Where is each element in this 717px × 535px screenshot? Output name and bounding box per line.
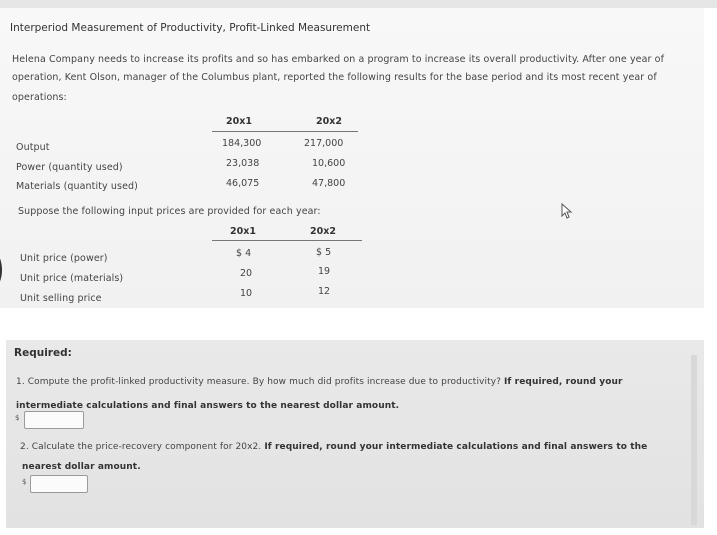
q2-text-main: 2. Calculate the price-recovery component for 20x2. — [20, 442, 262, 452]
table2-cell: $ 5 — [316, 247, 332, 258]
table1-cell: 217,000 — [304, 138, 344, 149]
table1-cell: 46,075 — [226, 178, 260, 189]
q1-answer-input[interactable] — [24, 411, 84, 429]
intro-line-3: operations: — [12, 92, 67, 103]
q2-text-bold-line-2: nearest dollar amount. — [22, 462, 141, 472]
required-heading: Required: — [14, 347, 72, 359]
table1-header-rule — [212, 131, 358, 132]
table2-cell: 20 — [240, 268, 253, 279]
table2-cell: $ 4 — [236, 248, 252, 259]
table1-cell: 23,038 — [226, 158, 260, 169]
required-panel — [6, 340, 704, 528]
table2-row-label: Unit price (materials) — [20, 273, 124, 284]
table1-cell: 184,300 — [222, 138, 262, 149]
table1-header-20x2: 20x2 — [316, 116, 342, 127]
q1-text-bold: If required, round your — [503, 377, 623, 387]
table1-row-label: Power (quantity used) — [16, 162, 123, 173]
q1-text — [16, 377, 623, 387]
prices-intro: Suppose the following input prices are provided for each year: — [18, 206, 321, 217]
table2-cell: 12 — [318, 286, 331, 297]
q2-text-bold: If required, round your intermediate calculations and final answers to the — [264, 442, 648, 452]
problem-title: Interperiod Measurement of Productivity, Profit-Linked Measurement — [10, 22, 371, 34]
table2-cell: 19 — [318, 266, 331, 277]
table2-row-label: Unit price (power) — [20, 253, 108, 264]
right-edge — [704, 300, 717, 535]
table1-row-label: Output — [16, 142, 50, 153]
scrollbar[interactable] — [691, 355, 697, 525]
table1-cell: 47,800 — [312, 178, 346, 189]
q2-currency: $ — [22, 478, 27, 486]
table2-row-label: Unit selling price — [20, 293, 102, 304]
intro-line-1: Helena Company needs to increase its profits and so has embarked on a program to increase its overall productivity. After one year of — [12, 54, 665, 65]
table1-row-label: Materials (quantity used) — [16, 181, 138, 192]
table2-cell: 10 — [240, 288, 253, 299]
table2-header-20x2: 20x2 — [310, 226, 336, 237]
mouse-pointer-icon — [560, 203, 574, 219]
table2-header-20x1: 20x1 — [230, 226, 256, 237]
table2-header-rule — [212, 240, 362, 241]
table1-cell: 10,600 — [312, 158, 346, 169]
top-bar — [0, 0, 717, 8]
table1-header-20x1: 20x1 — [226, 116, 252, 127]
q1-text-main: 1. Compute the profit-linked productivity measure. By how much did profits increase due to productivity? — [16, 377, 501, 387]
q2-text — [20, 442, 647, 452]
q2-answer-input[interactable] — [30, 475, 88, 493]
q1-currency: $ — [15, 414, 20, 422]
left-bracket-icon — [0, 250, 12, 290]
intro-line-2: operation, Kent Olson, manager of the Columbus plant, reported the following results for the base period and its most recent year of — [12, 72, 657, 83]
q1-text-bold-line-2: intermediate calculations and final answers to the nearest dollar amount. — [16, 401, 400, 411]
